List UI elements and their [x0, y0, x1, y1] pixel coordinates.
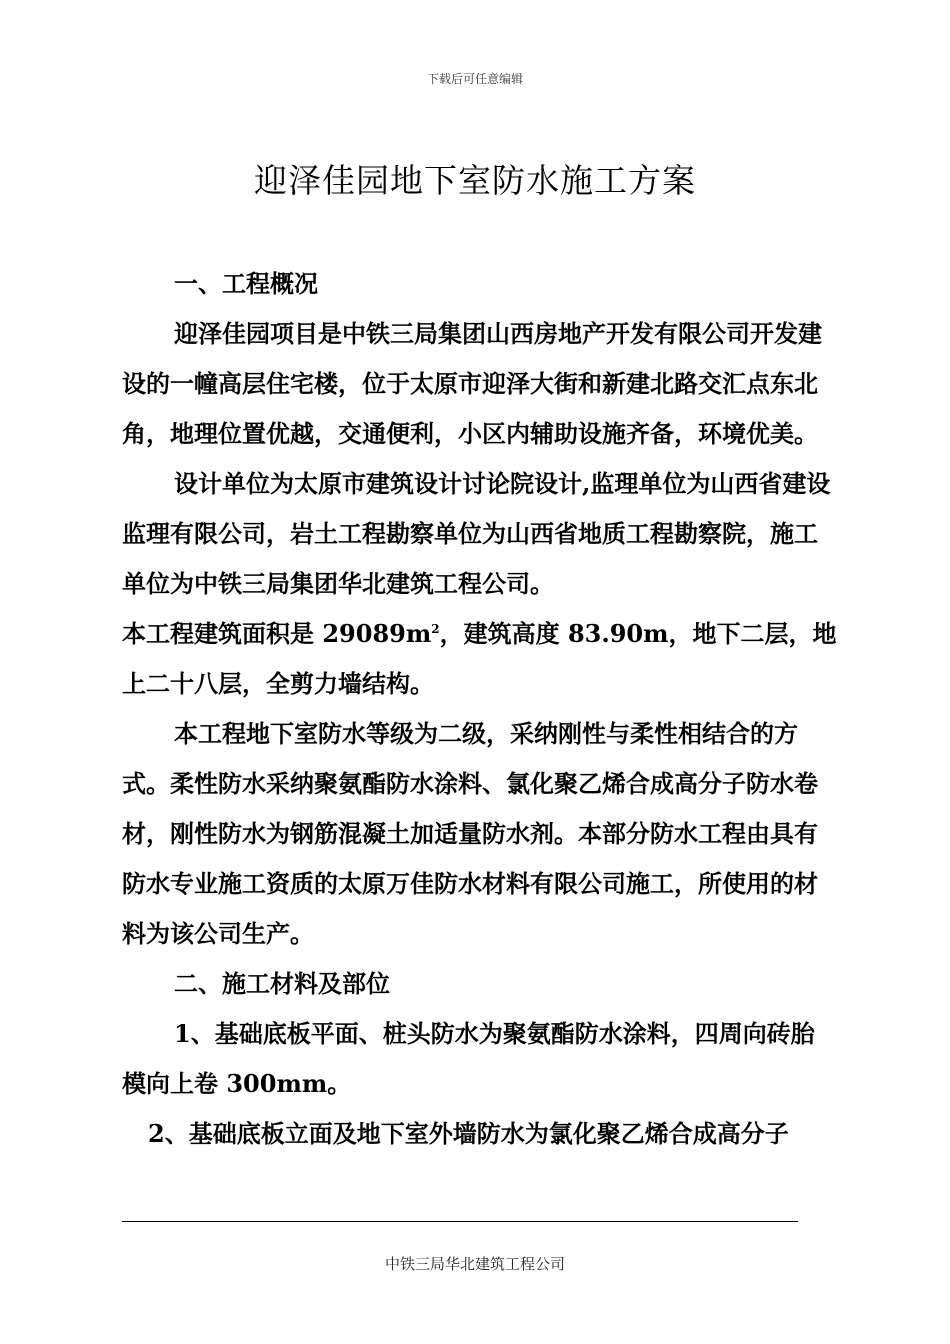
section-heading-overview: 一、工程概况 [174, 269, 318, 298]
list-item-1: 1、基础底板平面、桩头防水为聚氨酯防水涂料，四周向砖胎模向上卷 300mm。 [122, 1019, 815, 1098]
area-text: 本工程建筑面积是 29089m [122, 619, 432, 648]
document-body [122, 259, 837, 1159]
paragraph-waterproof-grade: 本工程地下室防水等级为二级，采纳刚性与柔性相结合的方式。柔性防水采纳聚氨酯防水涂料、氯化聚乙烯合成高分子防水卷材，刚性防水为钢筋混凝土加适量防水剂。本部分防水工程由具有防水专业施工资质的太原万佳防水材料有限公司施工，所使用的材料为该公司生产。 [122, 719, 818, 948]
header-note: 下载后可任意编辑 [426, 72, 523, 86]
area-text-rest: ，建筑高度 83.90m，地下二层，地上二十八层，全剪力墙结构。 [122, 619, 837, 698]
document-title: 迎泽佳园地下室防水施工方案 [254, 161, 696, 200]
footer-company: 中铁三局华北建筑工程公司 [384, 1255, 565, 1273]
paragraph-area [122, 609, 837, 709]
paragraph-units: 设计单位为太原市建筑设计讨论院设计,监理单位为山西省建设监理有限公司，岩土工程勘察单位为山西省地质工程勘察院，施工单位为中铁三局集团华北建筑工程公司。 [122, 469, 831, 598]
section-heading-materials: 二、施工材料及部位 [174, 969, 390, 998]
superscript-2: 2 [431, 622, 440, 636]
footer-divider [122, 1221, 798, 1222]
paragraph-project-intro: 迎泽佳园项目是中铁三局集团山西房地产开发有限公司开发建设的一幢高层住宅楼，位于太原市迎泽大街和新建北路交汇点东北角，地理位置优越，交通便利，小区内辅助设施齐备，环境优美。 [122, 319, 822, 448]
list-item-2: 2、基础底板立面及地下室外墙防水为氯化聚乙烯合成高分子 [148, 1119, 789, 1148]
